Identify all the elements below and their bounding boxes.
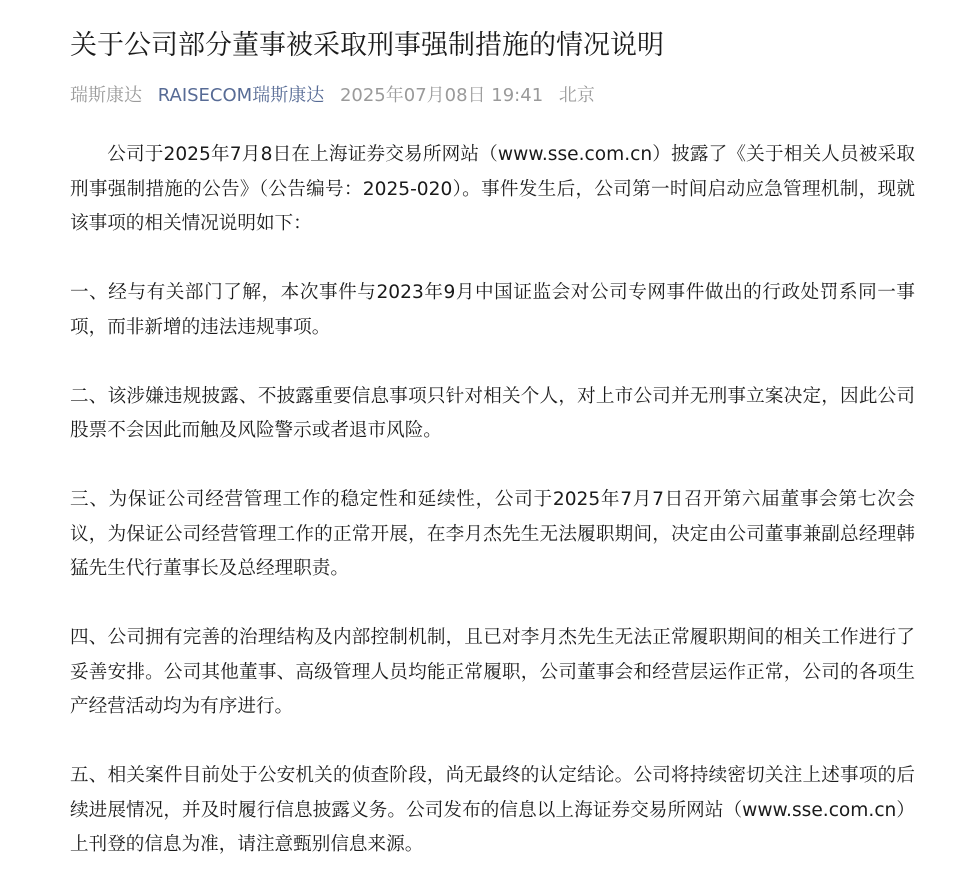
paragraph-point-5: 五、相关案件目前处于公安机关的侦查阶段，尚无最终的认定结论。公司将持续密切关注上述事项的后续进展情况，并及时履行信息披露义务。公司发布的信息以上海证券交易所网站（www.sse.com.cn）上刊登的信息为准，请注意甄别信息来源。 bbox=[70, 765, 915, 855]
paragraph-intro: 公司于2025年7月8日在上海证券交易所网站（www.sse.com.cn）披露了《关于相关人员被采取刑事强制措施的公告》（公告编号：2025-020）。事件发生后，公司第一时间启动应急管理机制，现就该事项的相关情况说明如下： bbox=[70, 144, 915, 234]
paragraph-point-3: 三、为保证公司经营管理工作的稳定性和延续性，公司于2025年7月7日召开第六届董事会第七次会议，为保证公司经营管理工作的正常开展，在李月杰先生无法履职期间，决定由公司董事兼副总经理韩猛先生代行董事长及总经理职责。 bbox=[70, 489, 915, 579]
paragraph-point-1: 一、经与有关部门了解，本次事件与2023年9月中国证监会对公司专网事件做出的行政处罚系同一事项，而非新增的违法违规事项。 bbox=[70, 282, 915, 338]
article-title: 关于公司部分董事被采取刑事强制措施的情况说明 bbox=[70, 30, 664, 61]
publish-datetime: 2025年07月08日 19:41 bbox=[339, 85, 544, 106]
paragraph-point-4: 四、公司拥有完善的治理结构及内部控制机制，且已对李月杰先生无法正常履职期间的相关工作进行了妥善安排。公司其他董事、高级管理人员均能正常履职，公司董事会和经营层运作正常，公司的各项生产经营活动均为有序进行。 bbox=[70, 627, 915, 717]
article-meta bbox=[70, 83, 915, 109]
article-body bbox=[70, 138, 915, 863]
account-name-link[interactable]: RAISECOM瑞斯康达 bbox=[157, 85, 325, 106]
publish-location: 北京 bbox=[558, 85, 595, 106]
paragraph-point-2: 二、该涉嫌违规披露、不披露重要信息事项只针对相关个人，对上市公司并无刑事立案决定，因此公司股票不会因此而触及风险警示或者退市风险。 bbox=[70, 385, 915, 441]
source-name: 瑞斯康达 bbox=[70, 85, 142, 106]
